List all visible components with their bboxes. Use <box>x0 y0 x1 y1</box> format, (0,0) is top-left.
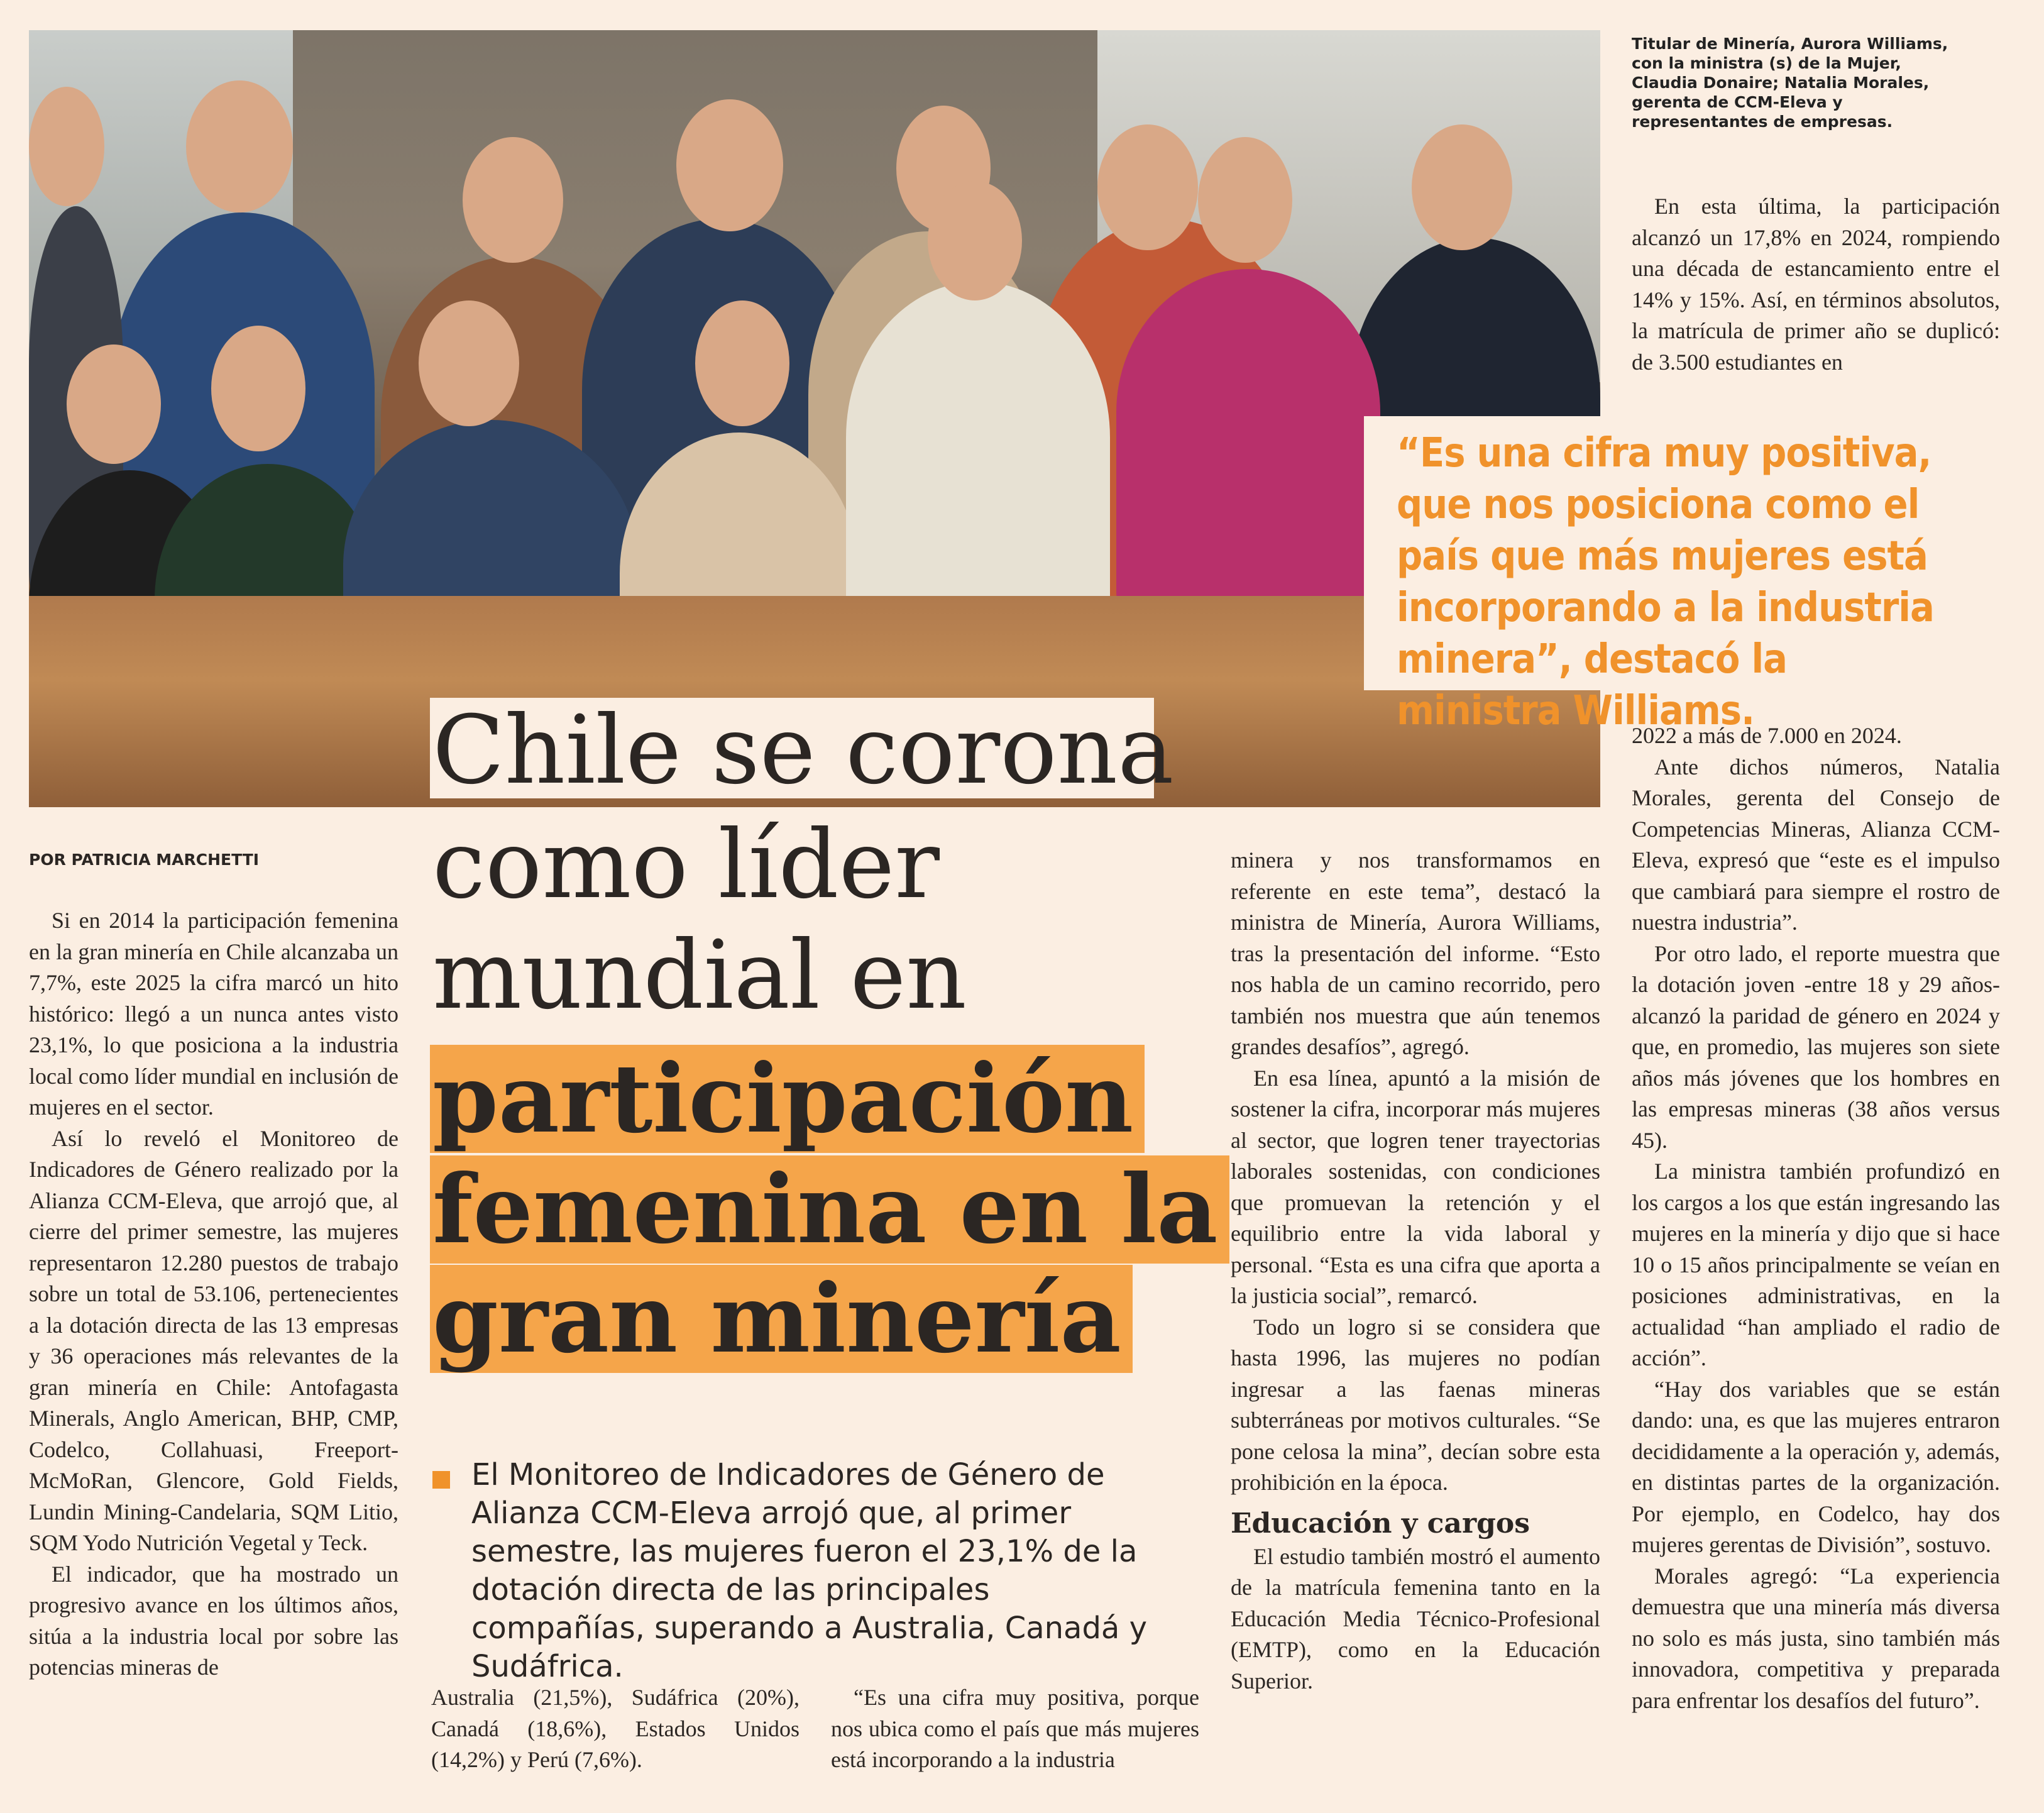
paragraph: Ante dichos números, Natalia Morales, gerenta del Consejo de Competencias Mineras, Alianza CCM-Eleva, expresó que “este es el impulso que cambiará para siempre el rostro de nuestra industria”. <box>1632 754 2000 935</box>
person-head <box>695 300 789 426</box>
column-5-top <box>1632 191 2000 378</box>
person-head <box>29 87 104 206</box>
person-head <box>676 99 783 231</box>
person-head <box>186 80 293 212</box>
paragraph: “Es una cifra muy positiva, porque nos ubica como el país que más mujeres está incorporando a la industria <box>831 1685 1199 1772</box>
photo-caption: Titular de Minería, Aurora Williams, con la ministra (s) de la Mujer, Claudia Donaire; Natalia Morales, gerenta de CCM-Eleva y representantes de empresas. <box>1632 35 1948 131</box>
headline-line-3: mundial en <box>432 921 967 1030</box>
person-head <box>211 326 305 451</box>
lead-bullet-icon <box>432 1471 450 1489</box>
byline: POR PATRICIA MARCHETTI <box>29 851 260 869</box>
paragraph: En esta última, la participación alcanzó un 17,8% en 2024, rompiendo una década de estancamiento entre el 14% y 15%. Así, en términos absolutos, la matrícula de primer año se duplicó: de 3.500 estudiantes en <box>1632 194 2000 375</box>
paragraph: Todo un logro si se considera que hasta 1996, las mujeres no podían ingresar a las faenas mineras subterráneas por motivos culturales. “Se pone celosa la mina”, decían sobre esta prohibición en la época. <box>1231 1314 1600 1495</box>
person-head <box>1412 124 1512 250</box>
column-5 <box>1632 720 2000 1716</box>
column-1 <box>29 905 398 1684</box>
paragraph: Australia (21,5%), Sudáfrica (20%), Canadá (18,6%), Estados Unidos (14,2%) y Perú (7,6%). <box>431 1685 799 1772</box>
paragraph: Si en 2014 la participación femenina en la gran minería en Chile alcanzaba un 7,7%, este 2025 la cifra marcó un hito histórico: llegó a un nunca antes visto 23,1%, lo que posiciona a la industria local como líder mundial en inclusión de mujeres en el sector. <box>29 908 398 1120</box>
pull-quote-box <box>1364 416 1980 734</box>
person-head <box>928 181 1022 300</box>
person-head <box>463 137 563 263</box>
paragraph: En esa línea, apuntó a la misión de sostener la cifra, incorporar más mujeres al sector, que logren tener trayectorias laborales sostenidas, con condiciones que promuevan la retención y el equilibrio entre la vida laboral y personal. “Esta es una cifra que aporta a la justicia social”, remarcó. <box>1231 1065 1600 1308</box>
paragraph: La ministra también profundizó en los cargos a los que están ingresando las mujeres en la minería y dijo que si hace 10 o 15 años principalmente se veían en posiciones administrativas, en la actualidad “han ampliado el radio de acción”. <box>1632 1159 2000 1370</box>
person-head <box>1198 137 1292 263</box>
column-2 <box>431 1682 799 1776</box>
person <box>1116 269 1380 627</box>
pull-quote: “Es una cifra muy positiva, que nos posiciona como el país que más mujeres está incorporando a la industria minera”, destacó la ministra Williams. <box>1397 430 1934 734</box>
headline-line-4: participación <box>430 1045 1145 1153</box>
headline-line-1: Chile se corona <box>432 696 1174 805</box>
column-4 <box>1231 845 1600 1697</box>
column-3 <box>831 1682 1199 1776</box>
lead-paragraph: El Monitoreo de Indicadores de Género de Alianza CCM-Eleva arrojó que, al primer semestre, las mujeres fueron el 23,1% de la dotación directa de las principales compañías, superando a Australia, Canadá y Sudáfrica. <box>471 1457 1148 1684</box>
headline-line-6: gran minería <box>430 1265 1133 1373</box>
paragraph: “Hay dos variables que se están dando: una, es que las mujeres entraron decididamente a la operación y, además, en distintas partes de la organización. Por ejemplo, en Codelco, hay dos mujeres gerentas de División”, sostuvo. <box>1632 1376 2000 1557</box>
person-head <box>1097 124 1198 250</box>
paragraph: Por otro lado, el reporte muestra que la dotación joven -entre 18 y 29 años- alcanzó la paridad de género en 2024 y que, en promedio, las mujeres son siete años más jóvenes que los hombres en las empresas mineras (38 años versus 45). <box>1632 940 2000 1153</box>
person-head <box>419 300 519 426</box>
paragraph: 2022 a más de 7.000 en 2024. <box>1632 723 1902 748</box>
section-subhead: Educación y cargos <box>1231 1507 1530 1540</box>
paragraph: Morales agregó: “La experiencia demuestra que una minería más diversa no solo es más justa, sino también más innovadora, competitiva y preparada para enfrentar los desafíos del futuro”. <box>1632 1563 2000 1713</box>
paragraph: Así lo reveló el Monitoreo de Indicadores de Género realizado por la Alianza CCM-Eleva, que arrojó que, al cierre del primer semestre, las mujeres representaron 12.280 puestos de trabajo sobre un total de 53.106, pertenecientes a la dotación directa de las 13 empresas y 36 operaciones más relevantes de la gran minería en Chile: Antofagasta Minerals, Anglo American, BHP, CMP, Codelco, Collahuasi, Freeport-McMoRan, Glencore, Gold Fields, Lundin Mining-Candelaria, SQM Litio, SQM Yodo Nutrición Vegetal y Teck. <box>29 1125 398 1555</box>
paragraph: minera y nos transformamos en referente en este tema”, destacó la ministra de Minería, Aurora Williams, tras la presentación del informe. “Esto nos habla de un camino recorrido, pero también nos muestra que aún tenemos grandes desafíos”, agregó. <box>1231 847 1600 1059</box>
headline-line-2: como líder <box>432 810 940 920</box>
paragraph: El indicador, que ha mostrado un progresivo avance en los últimos años, sitúa a la industria local por sobre las potencias mineras de <box>29 1561 398 1680</box>
headline-line-5: femenina en la <box>430 1155 1229 1264</box>
person-head <box>67 344 161 464</box>
paragraph: El estudio también mostró el aumento de la matrícula femenina tanto en la Educación Media Técnico-Profesional (EMTP), como en la Educación Superior. <box>1231 1543 1600 1694</box>
